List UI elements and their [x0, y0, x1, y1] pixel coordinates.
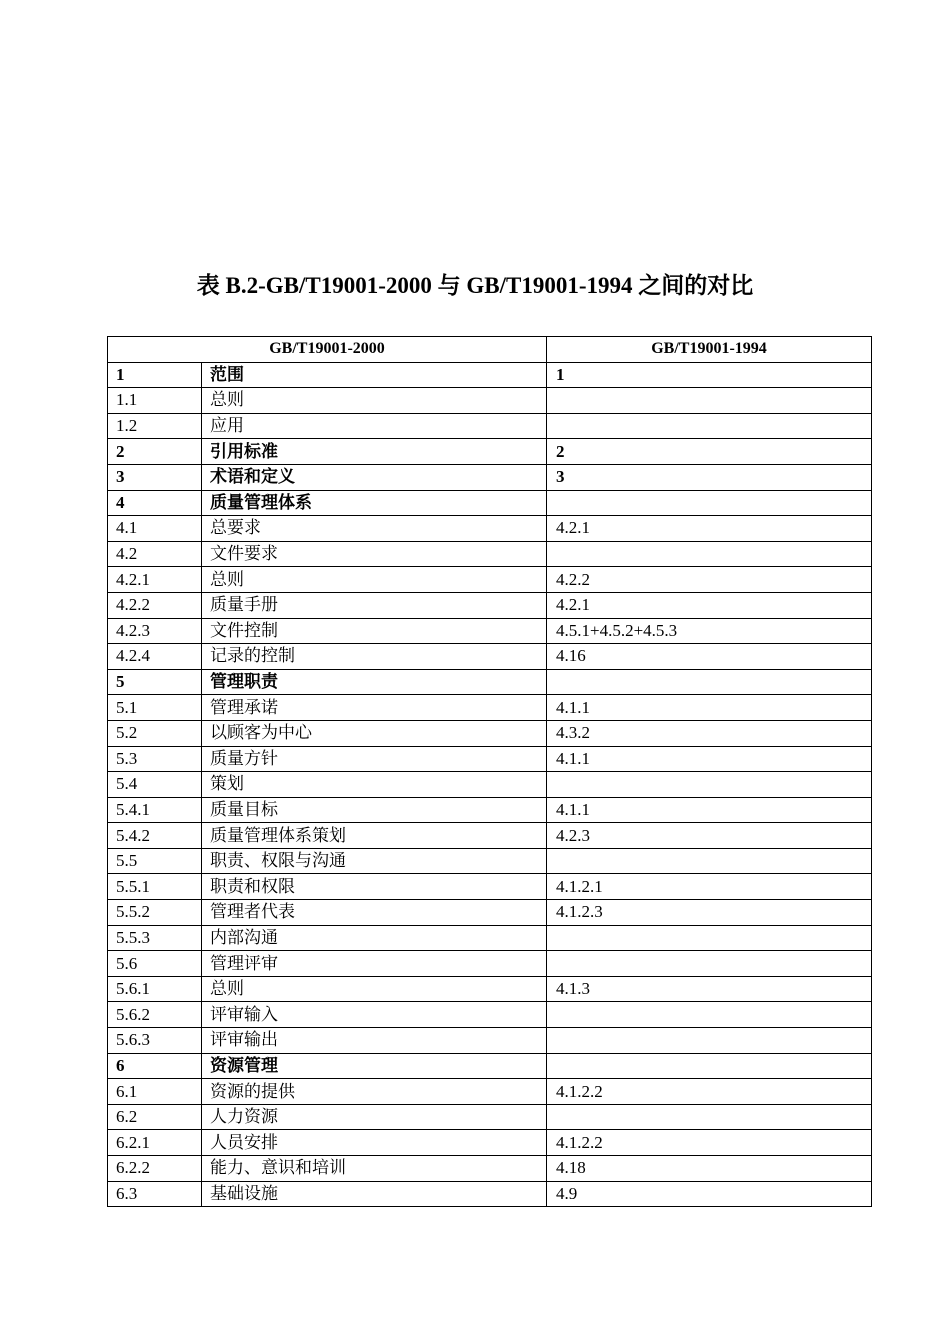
table-row	[108, 925, 872, 951]
table-row	[108, 439, 872, 465]
clause-number-cell: 5.5.2	[108, 900, 202, 926]
clause-number-cell: 5.4.1	[108, 797, 202, 823]
clause-title-cell: 术语和定义	[202, 464, 547, 490]
old-clause-cell: 4.1.3	[547, 976, 872, 1002]
clause-title-cell: 管理评审	[202, 951, 547, 977]
clause-number-cell: 6.1	[108, 1079, 202, 1105]
clause-title-cell: 资源管理	[202, 1053, 547, 1079]
old-clause-cell: 4.1.2.2	[547, 1079, 872, 1105]
clause-title-cell: 管理者代表	[202, 900, 547, 926]
old-clause-cell	[547, 1002, 872, 1028]
clause-number-cell: 6	[108, 1053, 202, 1079]
clause-title-cell: 文件要求	[202, 541, 547, 567]
clause-title-cell: 管理承诺	[202, 695, 547, 721]
old-clause-cell: 4.16	[547, 644, 872, 670]
clause-number-cell: 1.1	[108, 388, 202, 414]
table-row	[108, 951, 872, 977]
old-clause-cell: 4.2.1	[547, 592, 872, 618]
table-row	[108, 516, 872, 542]
old-clause-cell	[547, 925, 872, 951]
clause-title-cell: 总则	[202, 388, 547, 414]
table-row	[108, 669, 872, 695]
table-row	[108, 1181, 872, 1207]
clause-title-cell: 策划	[202, 772, 547, 798]
clause-number-cell: 5.5.1	[108, 874, 202, 900]
table-row	[108, 1002, 872, 1028]
old-clause-cell: 4.9	[547, 1181, 872, 1207]
clause-title-cell: 内部沟通	[202, 925, 547, 951]
clause-number-cell: 4.1	[108, 516, 202, 542]
clause-number-cell: 1	[108, 362, 202, 388]
page-title: 表 B.2-GB/T19001-2000 与 GB/T19001-1994 之间的对比	[196, 273, 754, 298]
old-clause-cell: 3	[547, 464, 872, 490]
header-new-standard: GB/T19001-2000	[108, 337, 547, 363]
clause-number-cell: 6.2.2	[108, 1156, 202, 1182]
old-clause-cell	[547, 1053, 872, 1079]
clause-title-cell: 基础设施	[202, 1181, 547, 1207]
old-clause-cell: 1	[547, 362, 872, 388]
clause-number-cell: 5.5.3	[108, 925, 202, 951]
table-row	[108, 1028, 872, 1054]
clause-title-cell: 文件控制	[202, 618, 547, 644]
old-clause-cell	[547, 1104, 872, 1130]
old-clause-cell: 4.1.1	[547, 695, 872, 721]
old-clause-cell: 4.2.1	[547, 516, 872, 542]
clause-title-cell: 质量管理体系策划	[202, 823, 547, 849]
clause-number-cell: 5.2	[108, 720, 202, 746]
clause-title-cell: 应用	[202, 413, 547, 439]
table-row	[108, 746, 872, 772]
clause-title-cell: 职责和权限	[202, 874, 547, 900]
table-row	[108, 1053, 872, 1079]
clause-number-cell: 3	[108, 464, 202, 490]
clause-title-cell: 质量手册	[202, 592, 547, 618]
old-clause-cell: 2	[547, 439, 872, 465]
clause-number-cell: 5.4	[108, 772, 202, 798]
table-row	[108, 541, 872, 567]
clause-title-cell: 总则	[202, 567, 547, 593]
table-row	[108, 695, 872, 721]
old-clause-cell: 4.1.1	[547, 746, 872, 772]
comparison-table	[107, 336, 872, 1207]
table-row	[108, 362, 872, 388]
clause-title-cell: 人员安排	[202, 1130, 547, 1156]
table-row	[108, 618, 872, 644]
old-clause-cell: 4.2.2	[547, 567, 872, 593]
table-row	[108, 900, 872, 926]
clause-number-cell: 6.2	[108, 1104, 202, 1130]
clause-title-cell: 引用标准	[202, 439, 547, 465]
old-clause-cell	[547, 848, 872, 874]
clause-title-cell: 质量管理体系	[202, 490, 547, 516]
table-row	[108, 1079, 872, 1105]
old-clause-cell: 4.18	[547, 1156, 872, 1182]
clause-title-cell: 职责、权限与沟通	[202, 848, 547, 874]
clause-title-cell: 评审输入	[202, 1002, 547, 1028]
old-clause-cell	[547, 772, 872, 798]
table-row	[108, 874, 872, 900]
clause-number-cell: 4.2.3	[108, 618, 202, 644]
clause-title-cell: 以顾客为中心	[202, 720, 547, 746]
old-clause-cell	[547, 1028, 872, 1054]
table-row	[108, 567, 872, 593]
table-header-row	[108, 337, 872, 363]
clause-title-cell: 范围	[202, 362, 547, 388]
old-clause-cell: 4.1.2.3	[547, 900, 872, 926]
clause-title-cell: 质量目标	[202, 797, 547, 823]
table-row	[108, 1130, 872, 1156]
clause-number-cell: 4.2.4	[108, 644, 202, 670]
clause-number-cell: 5	[108, 669, 202, 695]
clause-number-cell: 1.2	[108, 413, 202, 439]
table-row	[108, 413, 872, 439]
old-clause-cell: 4.1.2.2	[547, 1130, 872, 1156]
clause-number-cell: 5.1	[108, 695, 202, 721]
table-row	[108, 644, 872, 670]
header-old-standard: GB/T19001-1994	[547, 337, 872, 363]
table-row	[108, 823, 872, 849]
table-row	[108, 772, 872, 798]
old-clause-cell: 4.1.1	[547, 797, 872, 823]
clause-title-cell: 记录的控制	[202, 644, 547, 670]
clause-number-cell: 4.2.2	[108, 592, 202, 618]
clause-title-cell: 总要求	[202, 516, 547, 542]
old-clause-cell	[547, 951, 872, 977]
table-row	[108, 1156, 872, 1182]
clause-number-cell: 5.4.2	[108, 823, 202, 849]
clause-number-cell: 5.5	[108, 848, 202, 874]
old-clause-cell	[547, 541, 872, 567]
clause-number-cell: 6.2.1	[108, 1130, 202, 1156]
table-row	[108, 1104, 872, 1130]
old-clause-cell: 4.1.2.1	[547, 874, 872, 900]
clause-number-cell: 4.2.1	[108, 567, 202, 593]
old-clause-cell: 4.2.3	[547, 823, 872, 849]
clause-title-cell: 总则	[202, 976, 547, 1002]
old-clause-cell	[547, 388, 872, 414]
old-clause-cell	[547, 669, 872, 695]
clause-title-cell: 资源的提供	[202, 1079, 547, 1105]
clause-number-cell: 5.6.1	[108, 976, 202, 1002]
clause-title-cell: 人力资源	[202, 1104, 547, 1130]
table-row	[108, 490, 872, 516]
table-body	[108, 362, 872, 1207]
table-row	[108, 592, 872, 618]
old-clause-cell: 4.5.1+4.5.2+4.5.3	[547, 618, 872, 644]
clause-number-cell: 2	[108, 439, 202, 465]
old-clause-cell: 4.3.2	[547, 720, 872, 746]
clause-number-cell: 5.3	[108, 746, 202, 772]
clause-title-cell: 管理职责	[202, 669, 547, 695]
clause-title-cell: 质量方针	[202, 746, 547, 772]
clause-number-cell: 4	[108, 490, 202, 516]
clause-number-cell: 5.6	[108, 951, 202, 977]
old-clause-cell	[547, 490, 872, 516]
clause-number-cell: 4.2	[108, 541, 202, 567]
table-row	[108, 464, 872, 490]
table-row	[108, 720, 872, 746]
clause-number-cell: 6.3	[108, 1181, 202, 1207]
clause-number-cell: 5.6.2	[108, 1002, 202, 1028]
table-row	[108, 388, 872, 414]
clause-number-cell: 5.6.3	[108, 1028, 202, 1054]
clause-title-cell: 能力、意识和培训	[202, 1156, 547, 1182]
table-row	[108, 848, 872, 874]
old-clause-cell	[547, 413, 872, 439]
table-row	[108, 797, 872, 823]
clause-title-cell: 评审输出	[202, 1028, 547, 1054]
table-row	[108, 976, 872, 1002]
